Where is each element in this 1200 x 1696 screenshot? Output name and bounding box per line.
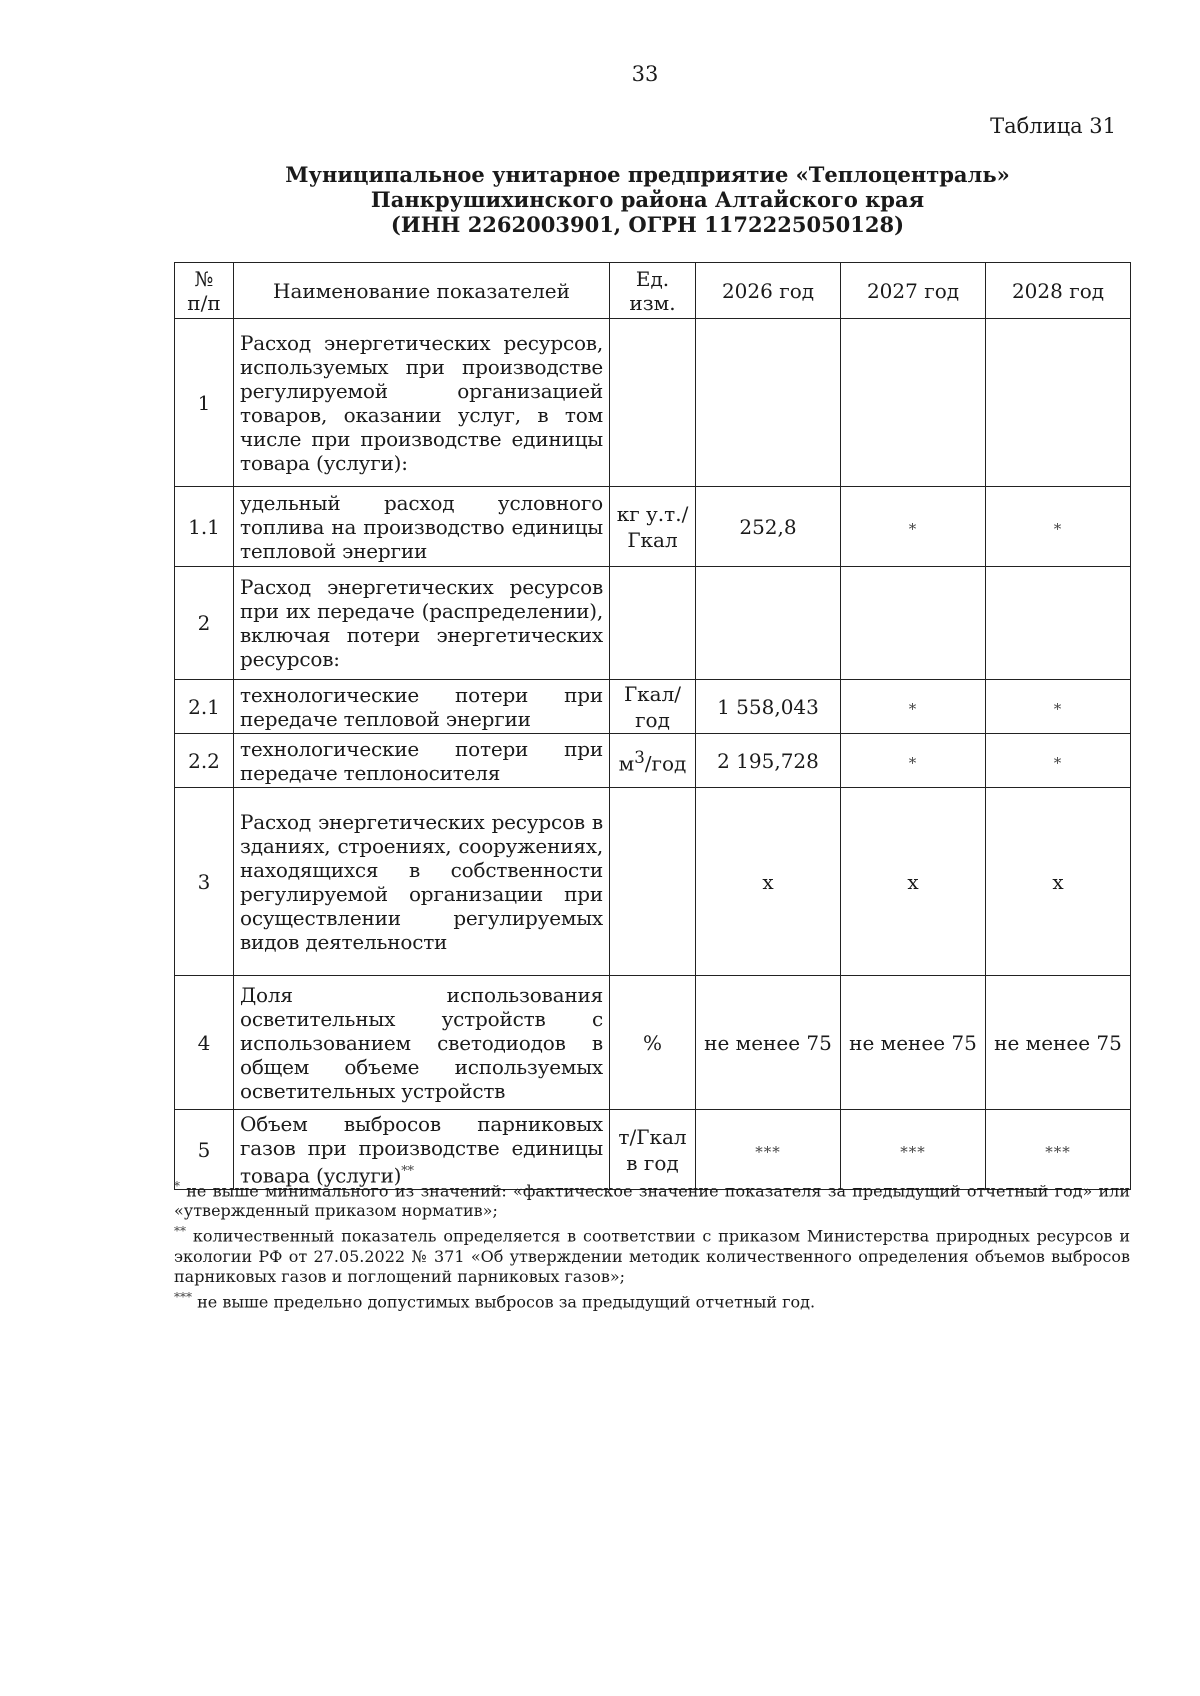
title-line: (ИНН 2262003901, ОГРН 1172225050128)	[390, 212, 905, 237]
footnote-text: количественный показатель определяется в соответствии с приказом Министерства природных ресурсов и экологии РФ от 27.05.2022 № 371 «Об утверждении методик количественного определения объемов выбросов парниковых газов и поглощений парниковых газов»;	[174, 1226, 1130, 1286]
asterisk-mark: ***	[1045, 1142, 1071, 1161]
header-num	[175, 263, 234, 319]
asterisk-mark: *	[908, 699, 918, 718]
asterisk-mark: *	[908, 753, 918, 772]
table-row	[175, 788, 1131, 976]
footnote-text: не выше предельно допустимых выбросов за предыдущий отчетный год.	[197, 1291, 816, 1311]
row-name: Расход энергетических ресурсов, используемых при производстве регулируемой организацией товаров, оказании услуг, в том числе при производстве единицы товара (услуги):	[234, 319, 610, 487]
value-2027	[841, 487, 986, 567]
row-name: Расход энергетических ресурсов при их передаче (распределении), включая потери энергетических ресурсов:	[234, 567, 610, 680]
footnotes	[174, 1176, 1130, 1312]
value-2026: не менее 75	[696, 976, 841, 1110]
title-line: Панкрушихинского района Алтайского края	[370, 187, 925, 212]
unit-base: м	[618, 751, 635, 776]
table-row	[175, 680, 1131, 734]
unit-exponent: 3	[634, 747, 645, 767]
header-row	[175, 263, 1131, 319]
footnote	[174, 1287, 1130, 1312]
unit-line2: в год	[626, 1150, 679, 1175]
value-2027	[841, 680, 986, 734]
header-2027: 2027 год	[841, 263, 986, 319]
asterisk-mark: *	[908, 519, 918, 538]
footnote	[174, 1221, 1130, 1286]
unit-rest: /год	[644, 751, 687, 776]
asterisk-mark: ***	[900, 1142, 926, 1161]
footnote-mark: **	[174, 1224, 186, 1239]
unit-line2: Гкал	[627, 527, 678, 552]
row-name: Доля использования осветительных устройств с использованием светодиодов в общем объеме используемых осветительных устройств	[234, 976, 610, 1110]
row-num: 1.1	[175, 487, 234, 567]
table-row	[175, 567, 1131, 680]
row-unit	[610, 319, 696, 487]
row-unit	[610, 487, 696, 567]
unit-line1: Гкал/	[623, 681, 682, 706]
header-2026: 2026 год	[696, 263, 841, 319]
unit-line1: т/Гкал	[618, 1124, 687, 1149]
header-num-line2: п/п	[187, 290, 221, 315]
row-name-text: Объем выбросов парниковых газов при производстве единицы товара (услуги)	[240, 1111, 603, 1188]
value-2027	[841, 319, 986, 487]
title-line: Муниципальное унитарное предприятие «Теплоцентраль»	[285, 162, 1010, 187]
header-unit	[610, 263, 696, 319]
row-unit	[610, 567, 696, 680]
row-unit	[610, 680, 696, 734]
row-num: 1	[175, 319, 234, 487]
value-2026	[696, 567, 841, 680]
header-num-line1: №	[194, 266, 214, 291]
row-unit	[610, 734, 696, 788]
asterisk-mark: *	[1053, 753, 1063, 772]
footnote	[174, 1176, 1130, 1221]
value-2026	[696, 319, 841, 487]
value-2028: не менее 75	[986, 976, 1131, 1110]
row-name: технологические потери при передаче теплоносителя	[234, 734, 610, 788]
row-num: 2	[175, 567, 234, 680]
unit-line1: кг у.т./	[616, 501, 689, 526]
value-2028	[986, 567, 1131, 680]
table-caption: Таблица 31	[990, 114, 1116, 138]
value-2028	[986, 319, 1131, 487]
header-name: Наименование показателей	[234, 263, 610, 319]
row-name: Расход энергетических ресурсов в зданиях, строениях, сооружениях, находящихся в собственности регулируемой организации при осуществлении регулируемых видов деятельности	[234, 788, 610, 976]
value-2028	[986, 734, 1131, 788]
value-2028: x	[986, 788, 1131, 976]
indicators-table	[174, 262, 1131, 1190]
table-row	[175, 976, 1131, 1110]
value-2028	[986, 680, 1131, 734]
table-row	[175, 734, 1131, 788]
table-row	[175, 319, 1131, 487]
footnote-mark: *	[174, 1179, 180, 1193]
row-name: удельный расход условного топлива на производство единицы тепловой энергии	[234, 487, 610, 567]
value-2026: 1 558,043	[696, 680, 841, 734]
value-2028	[986, 487, 1131, 567]
value-2026: 252,8	[696, 487, 841, 567]
row-num: 3	[175, 788, 234, 976]
row-name: технологические потери при передаче тепловой энергии	[234, 680, 610, 734]
page-number: 33	[631, 62, 659, 86]
unit-line2: год	[635, 707, 670, 732]
row-num: 2.2	[175, 734, 234, 788]
row-unit	[610, 788, 696, 976]
value-2026: 2 195,728	[696, 734, 841, 788]
header-unit-line2: изм.	[629, 290, 676, 315]
footnote-mark: ***	[174, 1289, 192, 1304]
asterisk-mark: *	[1053, 699, 1063, 718]
document-title	[170, 162, 1125, 237]
footnote-mark: **	[401, 1163, 414, 1179]
value-2027: не менее 75	[841, 976, 986, 1110]
row-num: 4	[175, 976, 234, 1110]
asterisk-mark: ***	[755, 1142, 781, 1161]
row-num: 5	[175, 1110, 234, 1190]
footnote-text: не выше минимального из значений: «фактическое значение показателя за предыдущий отчетный год» или «утвержденный приказом норматив»;	[174, 1181, 1130, 1221]
header-2028: 2028 год	[986, 263, 1131, 319]
asterisk-mark: *	[1053, 519, 1063, 538]
header-unit-line1: Ед.	[635, 266, 670, 291]
row-num: 2.1	[175, 680, 234, 734]
value-2027	[841, 734, 986, 788]
table-row	[175, 487, 1131, 567]
row-unit: %	[610, 976, 696, 1110]
value-2026: x	[696, 788, 841, 976]
value-2027	[841, 567, 986, 680]
value-2027: x	[841, 788, 986, 976]
